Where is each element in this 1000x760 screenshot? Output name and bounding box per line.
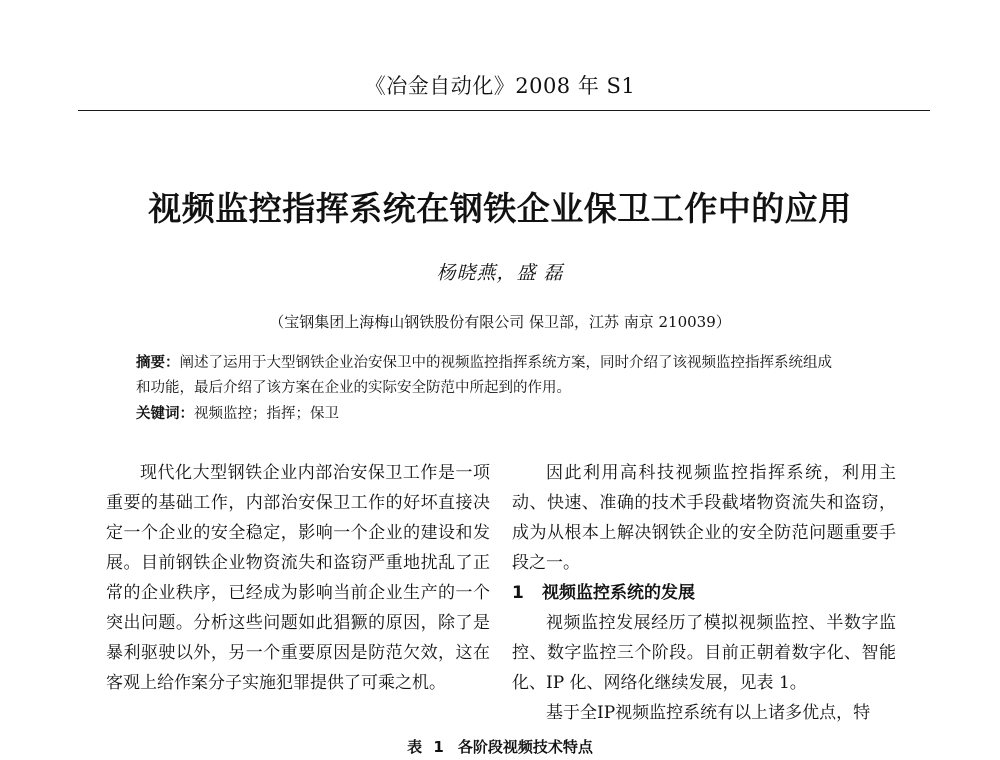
section-heading-1 — [512, 578, 896, 608]
section-title: 视频监控系统的发展 — [542, 583, 695, 603]
paper-authors: 杨晓燕，盛 磊 — [436, 262, 564, 284]
table-caption — [0, 736, 1000, 757]
right-paragraph-3: 基于全IP视频监控系统有以上诸多优点，特 — [546, 703, 871, 723]
abstract-block — [136, 350, 888, 427]
section-number: 1 — [512, 583, 524, 603]
keywords-text: 视频监控；指挥；保卫 — [194, 406, 339, 422]
right-paragraph-1: 因此利用高科技视频监控指挥系统，利用主动、快速、准确的技术手段截堵物资流失和盗窃，成为从根本上解决钢铁企业的安全防范问题重要手段之一。 — [512, 463, 896, 573]
table-caption-text: 各阶段视频技术特点 — [457, 738, 593, 756]
abstract-text-2: 和功能，最后介绍了该方案在企业的实际安全防范中所起到的作用。 — [136, 380, 571, 396]
abstract-text-1: 阐述了运用于大型钢铁企业治安保卫中的视频监控指挥系统方案，同时介绍了该视频监控指挥系统组成 — [179, 355, 832, 371]
keywords-line — [136, 401, 888, 427]
journal-header: 《冶金自动化》2008 年 S1 — [364, 74, 636, 98]
body-column-left — [106, 458, 490, 698]
right-paragraph-2: 视频监控发展经历了模拟视频监控、半数字监控、数字监控三个阶段。目前正朝着数字化、智能化、IP 化、网络化继续发展，见表 1。 — [512, 613, 896, 693]
table-number: 表 1 — [407, 738, 444, 756]
header-rule — [78, 110, 930, 111]
body-column-right — [512, 458, 896, 728]
intro-paragraph: 现代化大型钢铁企业内部治安保卫工作是一项重要的基础工作，内部治安保卫工作的好坏直接决定一个企业的安全稳定，影响一个企业的建设和发展。目前钢铁企业物资流失和盗窃严重地扰乱了正常的企业秩序，已经成为影响当前企业生产的一个突出问题。分析这些问题如此猖獗的原因，除了是暴利驱驶以外，另一个重要原因是防范欠效，这在客观上给作案分子实施犯罪提供了可乘之机。 — [106, 463, 490, 693]
paper-title: 视频监控指挥系统在钢铁企业保卫工作中的应用 — [148, 189, 852, 228]
abstract-line-1 — [136, 350, 888, 376]
abstract-label: 摘要： — [136, 354, 180, 371]
paper-affiliation: （宝钢集团上海梅山钢铁股份有限公司 保卫部，江苏 南京 210039） — [269, 313, 731, 331]
keywords-label: 关键词： — [136, 405, 194, 422]
